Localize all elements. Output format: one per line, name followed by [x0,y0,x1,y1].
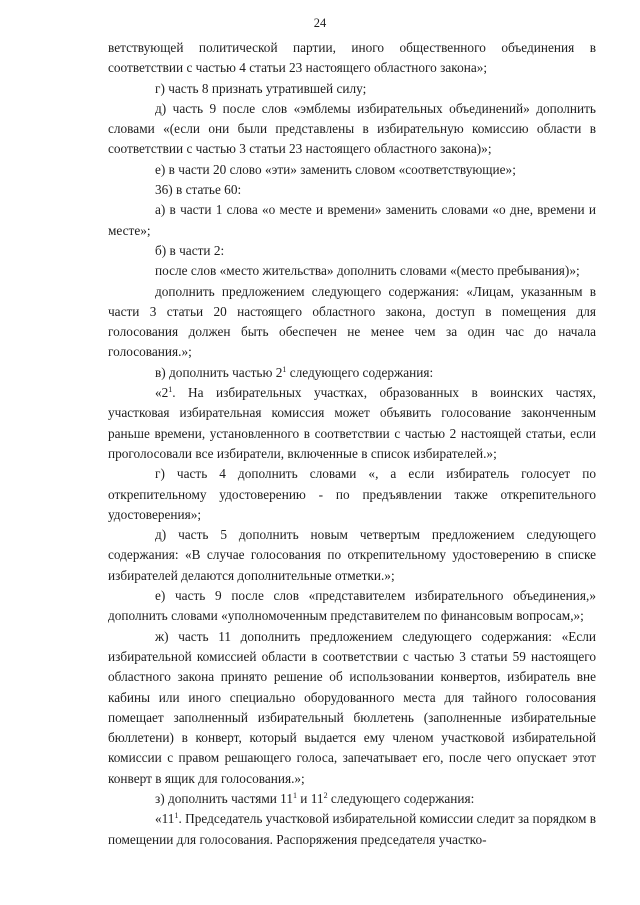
paragraph-continuation: ветствующей политической партии, иного общественного объединения в соответствии с частью 4 статьи 23 настоящего областного закона»; [108,40,596,76]
paragraph-item-e-2: е) часть 9 после слов «представителем избирательного объединения,» дополнить словами «уполномоченным представителем по финансовым вопросам,»; [108,588,596,624]
text-segment: следующего содержания: [286,364,434,380]
paragraph-add-sentence: дополнить предложением следующего содержания: «Лицам, указанным в части 3 статьи 20 настоящего областного закона, доступ в помещения для голосования должен быть обеспечен не менее чем за один час до начала голосования.»; [108,283,596,360]
text-segment: в) дополнить частью 2 [155,364,283,380]
superscript: 1 [292,790,297,800]
document-body [108,38,596,850]
superscript: 2 [323,790,328,800]
superscript: 1 [168,385,173,395]
superscript: 1 [282,364,287,374]
text-segment: . На избирательных участках, образованных в воинских частях, участковая избирательная комиссия может объявить голосование законченным раньше времени, установленного в соответствии с частью 2 настоящей статьи, если проголосовали все избиратели, включенные в список избирателей.»; [108,385,596,461]
text-segment: «11 [155,811,175,827]
superscript: 1 [174,811,179,821]
paragraph-item-d: д) часть 9 после слов «эмблемы избирательных объединений» дополнить словами «(если они были представлены в избирательную комиссию области в соответствии с частью 3 статьи 23 настоящего областного закона)»; [108,100,596,157]
paragraph-part-11-1 [108,809,596,850]
text-segment: и 11 [296,790,324,806]
paragraph-item-g: г) часть 8 признать утратившей силу; [155,80,367,96]
paragraph-part-2-1 [108,383,596,464]
paragraph-item-36: 36) в статье 60: [155,182,242,198]
text-segment: . Председатель участковой избирательной комиссии следит за порядком в помещении для голосования. Распоряжения председателя участко- [108,811,596,847]
paragraph-item-zh: ж) часть 11 дополнить предложением следующего содержания: «Если избирательной комиссией области в соответствии с частью 3 статьи 59 настоящего областного закона принято решение об использовании конвертов, избиратель вне кабины или иного специально оборудованного места для тайного голосования помещает заполненный избирательный бюллетень (заполненные избирательные бюллетени) в конверт, который выдается ему членом участковой избирательной комиссии с правом решающего голоса, запечатывает его, после чего опускает этот конверт в ящик для голосования.»; [108,628,596,786]
text-segment: «2 [155,385,169,401]
text-segment: з) дополнить частями 11 [155,790,293,806]
paragraph-after-words: после слов «место жительства» дополнить словами «(место пребывания)»; [155,263,580,279]
paragraph-item-g-2: г) часть 4 дополнить словами «, а если избиратель голосует по открепительному удостоверению - по предъявлении также открепительного удостоверения»; [108,466,596,522]
paragraph-item-e: е) в части 20 слово «эти» заменить словом «соответствующие»; [155,161,516,177]
page-number: 24 [313,16,327,30]
paragraph-item-a: а) в части 1 слова «о месте и времени» заменить словами «о дне, времени и месте»; [108,202,596,238]
paragraph-item-b: б) в части 2: [155,242,225,258]
paragraph-item-v [108,363,596,383]
text-segment: следующего содержания: [327,790,475,806]
paragraph-item-d-2: д) часть 5 дополнить новым четвертым предложением следующего содержания: «В случае голосования по открепительному удостоверению в списке избирателей делаются дополнительные отметки.»; [108,527,596,583]
paragraph-item-z [108,789,596,809]
